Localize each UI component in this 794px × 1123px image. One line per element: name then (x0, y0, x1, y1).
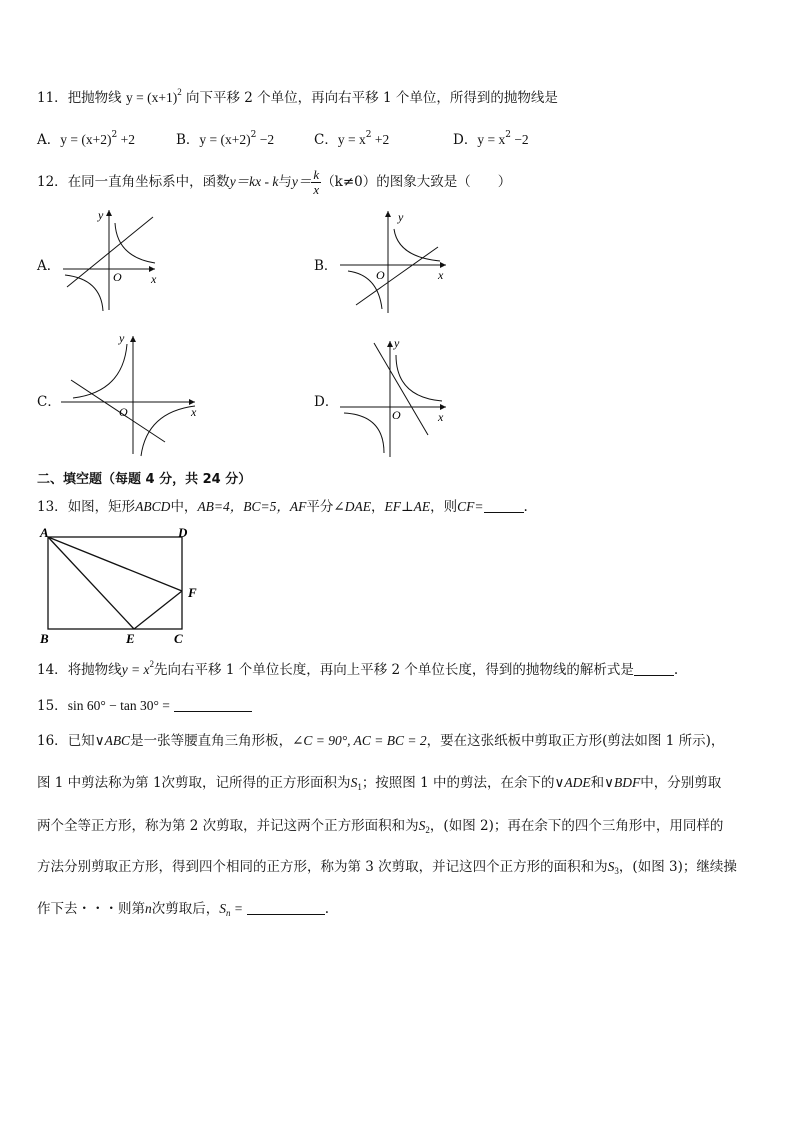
q16-end: . (324, 901, 330, 917)
q12-graph-a[interactable] (55, 205, 175, 320)
q16-line4-a: 方法分别剪取正方形，得到四个相同的正方形，称为第 3 次剪取，并记这四个正方形的面积和为 (37, 859, 608, 875)
q12-option-b-label[interactable]: B． (314, 258, 338, 274)
y-axis-arrow (385, 211, 391, 217)
q16-line2-a: 图 1 中剪法称为第 1次剪取，记所得的正方形面积为 (37, 775, 351, 791)
line-graph (71, 380, 165, 442)
label-c: C (174, 631, 183, 646)
q12-mid: 与 (278, 174, 292, 190)
q11-option-b[interactable]: B．$y = (x+2)^2 -2$ (176, 130, 275, 148)
q16-s2-sub: 2 (425, 825, 430, 835)
segment-ef (134, 591, 182, 629)
q16-line-4 (37, 857, 737, 877)
q11-expr: $y = (x+1)^2$ (125, 87, 182, 105)
label-b: B (40, 631, 49, 646)
q15-stem (37, 696, 252, 716)
q16-s1: S (350, 775, 358, 790)
q13-ab: AB=4，BC=5，AF (197, 499, 307, 514)
q13-text-b: 中， (170, 499, 198, 515)
origin-label: O (113, 270, 122, 284)
q16-line-5 (37, 899, 329, 919)
q12-graph-c[interactable] (55, 330, 205, 460)
q16-line5-a: 作下去・・・则第 (37, 901, 145, 917)
q14-number: 14． (37, 662, 68, 678)
label-f: F (188, 585, 197, 600)
q16-line2-c: 和 (590, 775, 605, 791)
x-label: x (438, 410, 444, 424)
hyperbola-branch-1 (396, 355, 442, 401)
origin-label: O (119, 405, 128, 419)
y-axis-arrow (106, 210, 112, 216)
q16-line2-b: ；按照图 1 中的剪法，在余下的 (361, 775, 555, 791)
q15-expr: sin 60° − tan 30° = (67, 698, 170, 713)
hyperbola-branch-2 (141, 406, 195, 456)
hyperbola-branch-2 (65, 275, 103, 311)
q16-s3-sub: 3 (614, 866, 619, 876)
q11-text-post: 向下平移 2 个单位，再向右平移 1 个单位，所得到的抛物线是 (186, 90, 558, 106)
q16-number: 16． (37, 733, 68, 749)
q13-number: 13． (37, 499, 68, 515)
q13-text-d: ， (370, 499, 385, 515)
q13-figure (38, 525, 208, 647)
q13-cf: CF= (457, 499, 484, 514)
q16-line2-d: 中，分别剪取 (640, 775, 722, 791)
hyperbola-branch-1 (115, 223, 155, 263)
q13-text-c: 平分∠ (306, 499, 345, 515)
q16-line5-b: 次剪取后， (151, 901, 220, 917)
q16-line-1 (37, 731, 724, 751)
x-label: x (191, 405, 197, 419)
q14-expr: y = x (121, 662, 150, 677)
q13-end: . (523, 499, 528, 515)
q16-condition: ∠C = 90°, AC = BC = 2 (292, 733, 427, 748)
line-graph (356, 247, 438, 305)
q13-dae: DAE (344, 499, 371, 514)
label-d: D (178, 525, 188, 540)
y-label: y (394, 336, 400, 350)
q12-graph-d[interactable] (334, 335, 454, 460)
y-axis-arrow (130, 336, 136, 342)
q12-func1: y＝kx - k (229, 174, 279, 189)
q11-stem (37, 88, 558, 108)
q16-line-3 (37, 816, 723, 836)
q12-condition: （k≠0） (321, 174, 377, 190)
segment-ae (48, 537, 134, 629)
q12-option-d-label[interactable]: D． (314, 394, 339, 410)
q16-line4-b: ，(如图 3)；继续操 (618, 859, 737, 875)
hyperbola-branch-1 (394, 229, 440, 261)
q11-number: 11． (37, 90, 68, 106)
q16-line-2 (37, 773, 721, 793)
q16-line1-b: 是一张等腰直角三角形板， (130, 733, 293, 749)
q13-ef: EF⊥AE (384, 499, 431, 514)
q12-text-post: 的图象大致是（ ） (376, 174, 512, 190)
y-label: y (98, 208, 104, 222)
q16-triangle-ade: ∨ADE (554, 775, 591, 790)
q12-option-a-label[interactable]: A． (37, 258, 61, 274)
q14-answer-blank[interactable] (634, 661, 674, 676)
section-2-title: 二、填空题（每题 4 分，共 24 分） (37, 472, 252, 487)
q15-answer-blank[interactable] (174, 697, 252, 712)
y-label: y (398, 210, 404, 224)
q12-graph-b[interactable] (334, 205, 454, 320)
q16-triangle-bdf: ∨BDF (604, 775, 641, 790)
origin-label: O (392, 408, 401, 422)
q11-option-d[interactable]: D．$y = x^2 -2$ (453, 130, 529, 148)
q12-func2-lhs: y＝ (291, 174, 312, 189)
q16-triangle-abc: ∨ABC (94, 733, 131, 748)
q14-stem (37, 660, 678, 680)
q14-end: . (673, 662, 679, 678)
origin-label: O (376, 268, 385, 282)
q13-answer-blank[interactable] (484, 498, 524, 513)
q12-option-c-label[interactable]: C． (37, 394, 61, 410)
q14-exp: 2 (149, 659, 155, 669)
x-label: x (151, 272, 157, 286)
q13-text-e: ，则 (430, 499, 458, 515)
q16-line5-c: = (234, 901, 243, 916)
q12-text-pre: 在同一直角坐标系中，函数 (67, 174, 230, 190)
q12-number: 12． (37, 174, 68, 190)
segment-af (48, 537, 182, 591)
q16-line1-a: 已知 (67, 733, 95, 749)
y-label: y (119, 331, 125, 345)
q13-rect: ABCD (135, 499, 171, 514)
q16-s3: S (607, 859, 615, 874)
q14-text-post: 先向右平移 1 个单位长度，再向上平移 2 个单位长度，得到的抛物线的解析式是 (154, 662, 634, 678)
line-graph (67, 217, 153, 287)
q15-number: 15． (37, 698, 68, 714)
hyperbola-branch-1 (73, 344, 127, 398)
q16-line1-c: ，要在这张纸板中剪取正方形(剪法如图 1 所示)， (426, 733, 725, 749)
q12-stem (37, 168, 511, 197)
q16-n: n (145, 901, 152, 916)
q11-text-pre: 把抛物线 (67, 90, 122, 106)
y-axis-arrow (387, 341, 393, 347)
q11-option-c[interactable]: C．$y = x^2 +2$ (314, 130, 390, 148)
q13-text-a: 如图，矩形 (67, 499, 136, 515)
q16-s1-sub: 1 (357, 782, 362, 792)
q16-line3-a: 两个全等正方形，称为第 2 次剪取，并记这两个正方形面积和为 (37, 818, 419, 834)
q13-stem (37, 497, 528, 517)
hyperbola-branch-2 (344, 413, 384, 453)
x-label: x (438, 268, 444, 282)
q16-line3-b: ，(如图 2)；再在余下的四个三角形中，用同样的 (429, 818, 724, 834)
q16-sn-sub: n (226, 908, 231, 918)
q12-fraction: $\frac{k}{x}$ (313, 167, 320, 197)
line-graph (374, 343, 428, 435)
q16-s2: S (418, 818, 426, 833)
label-a: A (40, 525, 49, 540)
label-e: E (126, 631, 135, 646)
q16-sn: S (219, 901, 226, 916)
q14-text-pre: 将抛物线 (67, 662, 122, 678)
q11-option-a[interactable]: A．$y = (x+2)^2 +2$ (37, 130, 135, 148)
q16-answer-blank[interactable] (247, 900, 325, 915)
